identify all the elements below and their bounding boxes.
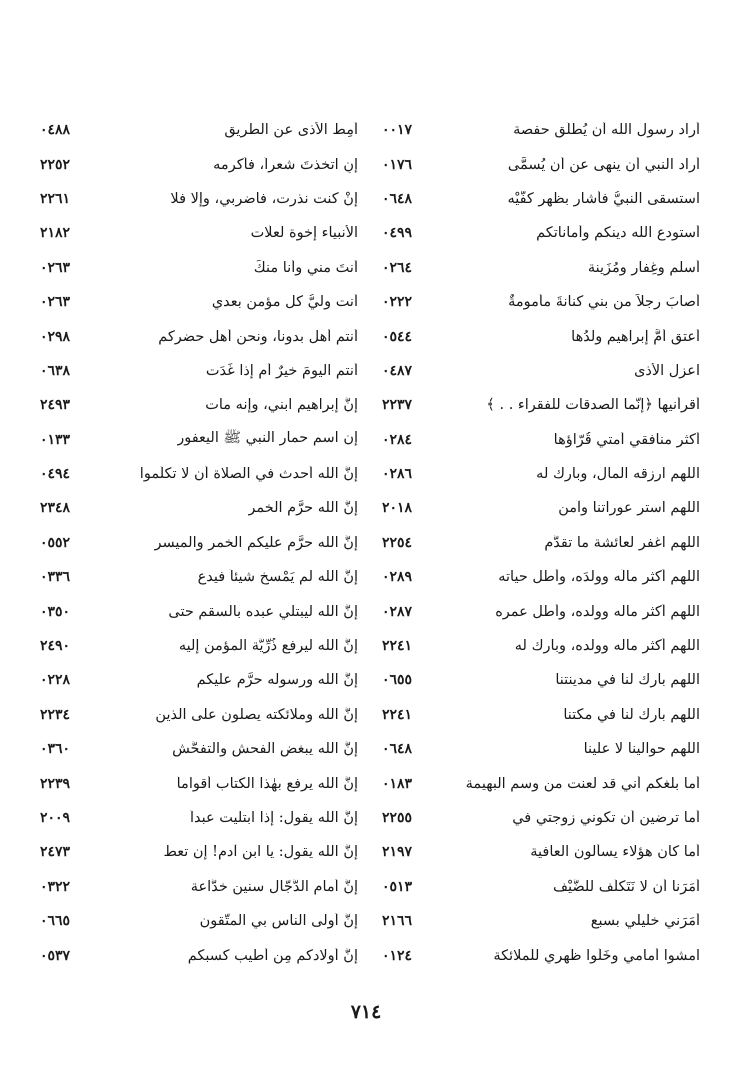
entry-number: ٠٦٣٨ [40, 362, 71, 379]
index-entry [382, 766, 700, 800]
index-entry [40, 147, 358, 181]
entry-text: إنَّ الله ليرفع ذُرِّيَّة المؤمن إليه [178, 638, 358, 655]
entry-text: اللهم أكثر ماله وولده، وأطل عمره [495, 603, 700, 620]
entry-text: أما بلغكم أني قد لعنت من وسم البهيمة [465, 775, 700, 792]
index-entry [40, 285, 358, 319]
entry-number: ٢٢٣٤ [40, 706, 71, 723]
index-entry [40, 423, 358, 457]
index-entry [40, 457, 358, 491]
entry-number: ٢٢٤١ [382, 706, 413, 723]
entry-number: ٠٢٨٩ [382, 569, 413, 586]
index-entry [40, 560, 358, 594]
entry-number: ٠٤٩٩ [382, 225, 413, 242]
entry-text: إنَّ الله وملائكته يصلون على الذين [155, 706, 358, 723]
entry-number: ٢٤٩٣ [40, 397, 71, 414]
entry-text: إنَّ أولادكم مِن أطيب كسبكم [187, 947, 358, 964]
entry-text: اللهم أكثر مالَه وولدَه، وأطل حياته [498, 569, 700, 586]
entry-text: إنْ كنت نذرت، فاضربي، وإلا فلا [170, 190, 358, 207]
entry-text: أنتَ مني وأنا منكَ [253, 259, 358, 276]
index-columns [40, 113, 700, 973]
entry-number: ٠٥٣٧ [40, 947, 71, 964]
entry-number: ٠٦٦٥ [40, 913, 71, 930]
entry-text: أمَرَني خليلي بسبع [590, 913, 700, 930]
entry-number: ٠١٨٣ [382, 775, 413, 792]
entry-number: ٠٦٤٨ [382, 741, 413, 758]
entry-number: ٢٢٥٤ [382, 534, 413, 551]
entry-text: استسقى النبيُّ فأشار بظهر كفَّيْه [507, 190, 700, 207]
entry-text: الأنبياء إخوة لعلّات [250, 225, 358, 242]
index-entry [382, 216, 700, 250]
index-entry [382, 629, 700, 663]
entry-number: ٢٤٩٠ [40, 638, 71, 655]
entry-text: إنِ اتخذتَ شعراً، فأكرمه [213, 156, 358, 173]
entry-number: ٠٥٤٤ [382, 328, 413, 345]
entry-text: إنَّ الله أحدث في الصلاة أن لا تكلَّموا [139, 466, 358, 483]
entry-number: ٠٤٨٨ [40, 122, 71, 139]
index-entry [382, 147, 700, 181]
entry-number: ٠١٧٦ [382, 156, 413, 173]
index-entry [40, 251, 358, 285]
entry-number: ٠٢٦٤ [382, 259, 413, 276]
index-entry [382, 285, 700, 319]
entry-text: إنَّ الله لم يَمْسخ شيئاً فيدع [197, 569, 358, 586]
left-column [40, 113, 358, 973]
entry-text: إنَّ الله يرفع بهٰذا الكتاب أقواماً [176, 775, 358, 792]
entry-text: أعتق أمَّ إبراهيم ولدُها [571, 328, 700, 345]
entry-number: ٠٢٦٣ [40, 294, 71, 311]
page-number: ٧١٤ [350, 1001, 382, 1023]
entry-text: إنَّ الله يقول: إذا ابتليت عبداً [189, 810, 358, 826]
index-entry [382, 113, 700, 147]
entry-text: امشوا أمامي وخَلُّوا ظهري للملائكة [493, 947, 700, 964]
index-entry [382, 319, 700, 353]
entry-number: ٠٣٦٠ [40, 741, 71, 758]
entry-text: إنَّ الله يبغض الفحش والتفحُّش [172, 741, 358, 758]
index-entry [382, 594, 700, 628]
index-entry [40, 388, 358, 422]
entry-text: إنَّ الله ورسوله حرَّم عليكم [196, 672, 358, 689]
entry-text: أراد النبي أن ينهى عن أن يُسمَّى [507, 156, 700, 173]
entry-number: ٠١٣٣ [40, 431, 71, 448]
entry-text: أما ترضين أن تكوني زوجتي في [512, 810, 700, 826]
entry-text: اللهم استر عوراتنا وآمن [558, 500, 700, 517]
index-entry [40, 732, 358, 766]
entry-text: أنت وليُّ كل مؤمن بعدي [211, 294, 358, 311]
index-entry [382, 457, 700, 491]
entry-text: أمِط الأذى عن الطريق [224, 122, 358, 139]
entry-text: إنَّ الله حرَّم عليكم الخمر والميسر [154, 534, 358, 551]
index-entry [40, 904, 358, 938]
entry-number: ٠٤٨٧ [382, 362, 413, 379]
entry-number: ٠٣٣٦ [40, 569, 71, 586]
index-entry [382, 560, 700, 594]
index-entry [382, 698, 700, 732]
index-entry [40, 835, 358, 869]
entry-text: اللهم ارزقه المال، وبارك له [536, 466, 700, 483]
entry-number: ٢٢٦١ [40, 190, 71, 207]
entry-number: ٠٣٢٢ [40, 878, 71, 895]
entry-text: إنَّ إبراهيم ابني، وإنه مات [205, 397, 358, 414]
index-entry [382, 388, 700, 422]
index-entry [382, 835, 700, 869]
index-entry [40, 698, 358, 732]
entry-text: أمَرَنا أن لا نَتَكلَّف للضَّيْف [552, 878, 700, 895]
entry-number: ٠٣٥٠ [40, 603, 71, 620]
index-entry [382, 423, 700, 457]
entry-text: اللهم بارك لنا في مدينتنا [555, 672, 700, 689]
index-entry [382, 526, 700, 560]
entry-text: اللهم حوالينا لا علينا [583, 741, 700, 758]
index-entry [382, 732, 700, 766]
entry-text: أراد رسول الله أن يُطلِّق حفصة [513, 122, 700, 139]
index-entry [40, 594, 358, 628]
index-entry [382, 938, 700, 972]
entry-number: ٠٢٢٨ [40, 672, 71, 689]
entry-number: ٢١٦٦ [382, 913, 413, 930]
entry-text: اللهم بارك لنا في مكتنا [563, 706, 700, 723]
index-entry [382, 491, 700, 525]
entry-number: ٠٢٨٦ [382, 466, 413, 483]
index-entry [40, 182, 358, 216]
entry-number: ٠٥١٣ [382, 878, 413, 895]
index-entry [40, 113, 358, 147]
entry-number: ٠١٢٤ [382, 947, 413, 964]
entry-number: ٢٠٠٩ [40, 810, 71, 826]
index-entry [382, 182, 700, 216]
index-entry [382, 870, 700, 904]
entry-number: ٢٢٥٢ [40, 156, 71, 173]
entry-text: إنَّ الله ليبتلي عبده بالسقم حتى [168, 603, 358, 620]
entry-text: أنتم اليومَ خيرٌ أم إذا غَدَت [205, 362, 358, 379]
entry-number: ٢٢٥٥ [382, 810, 413, 826]
entry-number: ٢٣٤٨ [40, 500, 71, 517]
entry-text: إنَّ أمام الدَّجّال سنين خدَّاعة [190, 878, 358, 895]
index-entry [382, 904, 700, 938]
entry-number: ٢١٩٧ [382, 844, 413, 861]
entry-number: ٠٢٢٢ [382, 294, 413, 311]
right-column [382, 113, 700, 973]
index-entry [382, 663, 700, 697]
entry-text: أكثر منافقي أمتي قُرّاؤها [553, 431, 700, 448]
index-entry [40, 354, 358, 388]
index-entry [40, 870, 358, 904]
entry-text: اعزل الأذى [634, 362, 700, 379]
entry-number: ٢١٨٢ [40, 225, 71, 242]
entry-text: أنتم أهل بدونا، ونحن أهل حضركم [158, 328, 358, 345]
index-entry [40, 801, 358, 835]
entry-text: أقرأنيها ﴿إنَّما الصدقات للفقراء . . ﴾ [486, 397, 700, 414]
index-entry [40, 938, 358, 972]
entry-text: أسلم وغِفار ومُزَينة [587, 259, 700, 276]
entry-number: ٠٢٨٧ [382, 603, 413, 620]
index-entry [382, 251, 700, 285]
entry-text: أستودع الله دينكم وأماناتكم [536, 225, 700, 242]
entry-text: إنَّ أولى الناس بي المتَّقون [199, 913, 358, 930]
entry-number: ٠٢٦٣ [40, 259, 71, 276]
entry-number: ٠٢٨٤ [382, 431, 413, 448]
entry-text: أصابَ رجلاً من بني كنانةَ مأمومةٌ [508, 294, 700, 311]
entry-number: ٢٢٣٧ [382, 397, 413, 414]
entry-text: إن اسم حمار النبي ﷺ اليعفور [177, 430, 358, 447]
entry-text: إنَّ الله يقول: يا ابن آدم! إن تعط [163, 844, 358, 861]
entry-text: أما كان هؤلاء يسألون العافية [530, 844, 700, 861]
index-entry [40, 766, 358, 800]
entry-number: ٠٦٥٥ [382, 672, 413, 689]
index-entry [382, 354, 700, 388]
entry-number: ٠٢٩٨ [40, 328, 71, 345]
index-entry [40, 663, 358, 697]
entry-text: إنَّ الله حرَّم الخمر [248, 500, 358, 517]
entry-text: اللهم اغفر لعائشة ما تقدَّم [544, 534, 700, 551]
entry-number: ٢٢٣٩ [40, 775, 71, 792]
index-entry [40, 629, 358, 663]
index-entry [40, 216, 358, 250]
entry-number: ٠٠١٧ [382, 122, 413, 139]
entry-number: ٠٤٩٤ [40, 466, 71, 483]
index-entry [40, 319, 358, 353]
index-entry [40, 491, 358, 525]
entry-number: ٢٠١٨ [382, 500, 413, 517]
entry-number: ٠٦٤٨ [382, 190, 413, 207]
entry-number: ٢٢٤١ [382, 638, 413, 655]
entry-number: ٢٤٧٣ [40, 844, 71, 861]
index-entry [40, 526, 358, 560]
index-entry [382, 801, 700, 835]
entry-text: اللهم أكثر ماله وولده، وبارك له [514, 638, 700, 655]
entry-number: ٠٥٥٢ [40, 534, 71, 551]
